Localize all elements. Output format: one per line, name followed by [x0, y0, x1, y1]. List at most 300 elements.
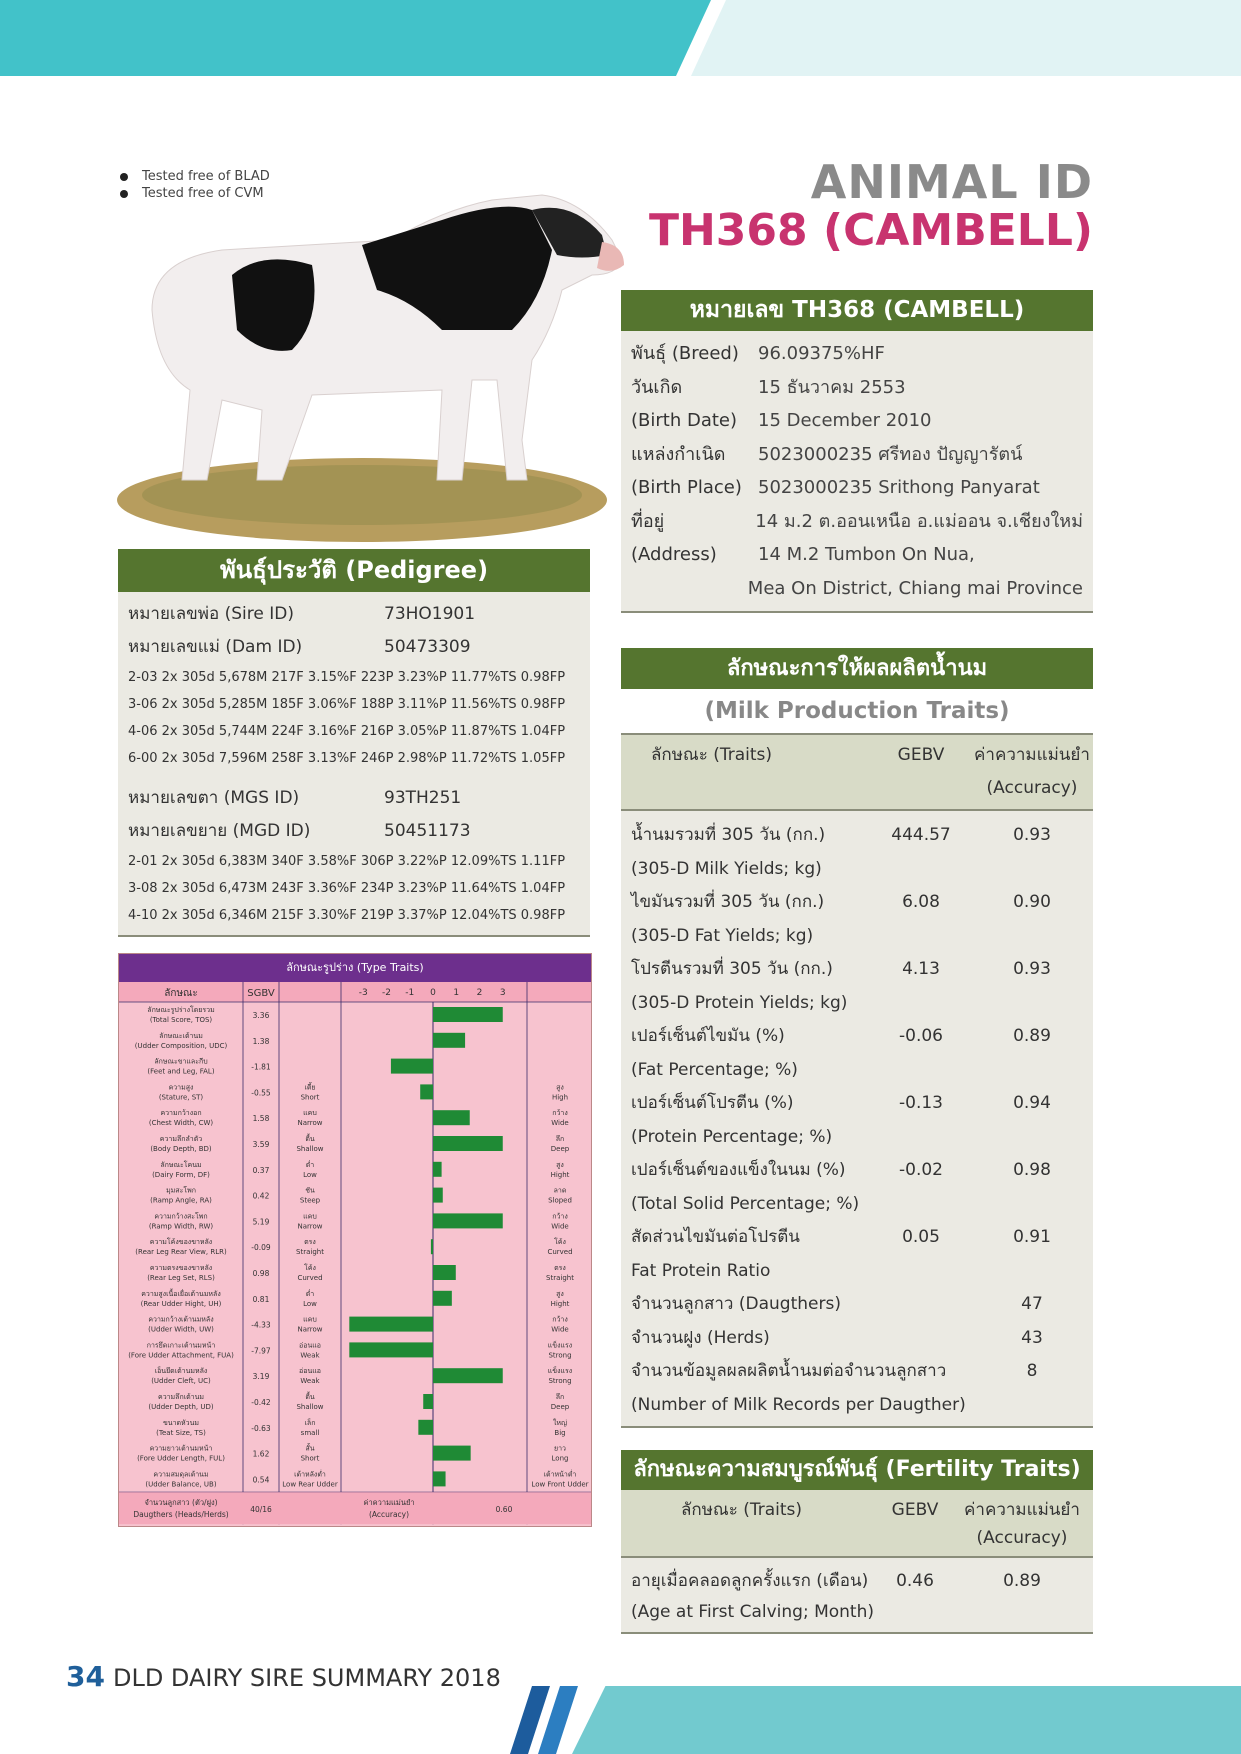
- info-value: 15 December 2010: [758, 410, 932, 431]
- milk-gebv: [871, 1322, 971, 1356]
- milk-accuracy: 8: [1026, 1361, 1038, 1381]
- mgs-row: [128, 782, 580, 815]
- type-sgbv-value: -4.33: [251, 1320, 271, 1330]
- milk-production-box: [621, 648, 1093, 1428]
- type-trait-th: ความโค้งของขาหลัง: [149, 1238, 213, 1247]
- type-high-label: Big: [554, 1428, 566, 1437]
- type-trait-en: (Rear Leg Rear View, RLR): [135, 1248, 227, 1257]
- mgs-label: หมายเลขตา (MGS ID): [128, 788, 300, 808]
- type-sgbv-value: -0.09: [251, 1243, 271, 1253]
- type-high-label: Hight: [550, 1299, 570, 1308]
- dam-record: 2-03 2x 305d 5,678M 217F 3.15%F 223P 3.23%P 11.77%TS 0.98FP: [128, 670, 566, 685]
- type-sgbv-value: 0.98: [252, 1269, 270, 1278]
- info-value: 5023000235 ศรีทอง ปัญญารัตน์: [758, 443, 1023, 465]
- type-trait-en: (Udder Composition, UDC): [134, 1041, 228, 1050]
- type-sgbv-value: 1.58: [252, 1114, 270, 1124]
- type-high-label: Strong: [548, 1351, 572, 1360]
- mgd-record: 3-08 2x 305d 6,473M 243F 3.36%F 234P 3.23%P 11.64%TS 1.04FP: [128, 881, 566, 896]
- fertility-col-gebv: GEBV: [891, 1500, 939, 1520]
- mgd-row: [128, 815, 580, 848]
- mgs-id: 93TH251: [384, 788, 462, 808]
- type-trait-bar: [433, 1110, 470, 1125]
- milk-accuracy: 0.89: [1013, 1026, 1051, 1046]
- type-high-th: เต้าหน้าต่ำ: [543, 1470, 577, 1479]
- milk-trait: (Protein Percentage; %): [631, 1126, 833, 1147]
- type-trait-en: (Udder Balance, UB): [145, 1480, 217, 1489]
- type-scale-tick: 1: [453, 988, 460, 998]
- type-high-th: โค้ง: [554, 1238, 566, 1247]
- type-low-th: โค้ง: [304, 1264, 316, 1272]
- milk-trait: (305-D Fat Yields; kg): [631, 925, 814, 946]
- info-value: Mea On District, Chiang mai Province: [747, 577, 1083, 599]
- type-trait-en: (Fore Udder Attachment, FUA): [128, 1351, 234, 1360]
- type-high-th: ยาว: [554, 1444, 566, 1453]
- dam-row: [128, 631, 580, 664]
- type-trait-en: (Rear Leg Set, RLS): [147, 1274, 215, 1282]
- type-scale-tick: -3: [358, 988, 368, 998]
- type-scale-tick: -1: [405, 988, 415, 998]
- type-trait-bar: [433, 1265, 456, 1280]
- type-low-th: ตื้น: [305, 1135, 315, 1143]
- milk-trait: เปอร์เซ็นต์ของแข็งในนม (%): [631, 1160, 846, 1180]
- milk-gebv: 6.08: [902, 892, 940, 912]
- fertility-table-row: [621, 1597, 1093, 1628]
- milk-table-row: [621, 1087, 1093, 1121]
- type-scale-tick: -2: [382, 988, 391, 998]
- type-high-th: แข็งแรง: [547, 1367, 573, 1376]
- fertility-col-accuracy-en: (Accuracy): [976, 1528, 1068, 1548]
- info-value: 14 ม.2 ต.ออนเหนือ อ.แม่ออน จ.เชียงใหม่: [755, 510, 1083, 532]
- mgd-record: 2-01 2x 305d 6,383M 340F 3.58%F 306P 3.22%P 12.09%TS 1.11FP: [128, 854, 566, 869]
- info-panel: [621, 331, 1093, 613]
- type-trait-en: (Ramp Angle, RA): [150, 1196, 212, 1205]
- milk-trait: (305-D Milk Yields; kg): [631, 858, 822, 879]
- type-low-th: ตรง: [304, 1238, 316, 1247]
- type-trait-en: (Teat Size, TS): [156, 1428, 206, 1437]
- dam-record: 6-00 2x 305d 7,596M 258F 3.13%F 246P 2.98%P 11.72%TS 1.05FP: [128, 751, 566, 766]
- dam-label: หมายเลขแม่ (Dam ID): [128, 637, 303, 657]
- type-sgbv-value: 0.42: [252, 1191, 270, 1201]
- milk-gebv: -0.06: [899, 1026, 943, 1046]
- type-trait-en: (Udder Depth, UD): [148, 1403, 214, 1411]
- milk-gebv: [871, 853, 971, 887]
- milk-trait: เปอร์เซ็นต์ไขมัน (%): [631, 1026, 785, 1046]
- milk-trait: เปอร์เซ็นต์โปรตีน (%): [631, 1093, 794, 1113]
- milk-table-row: [621, 1255, 1093, 1289]
- type-traits-svg: [119, 982, 592, 1527]
- type-col-trait: ลักษณะ: [164, 988, 198, 999]
- milk-trait: (305-D Protein Yields; kg): [631, 992, 848, 1013]
- info-row: [631, 471, 1083, 505]
- type-sgbv-value: -7.97: [251, 1346, 271, 1356]
- milk-gebv: 4.13: [902, 959, 940, 979]
- type-trait-bar: [433, 1446, 471, 1461]
- milk-table-row: [621, 1389, 1093, 1423]
- info-value: 15 ธันวาคม 2553: [758, 376, 906, 398]
- type-trait-en: (Ramp Width, RW): [148, 1222, 214, 1231]
- info-key: [631, 572, 748, 606]
- type-high-label: Curved: [547, 1248, 573, 1257]
- milk-gebv: [871, 1255, 971, 1289]
- type-high-th: กว้าง: [552, 1212, 568, 1221]
- type-trait-bar: [433, 1033, 465, 1048]
- type-scale-tick: 3: [499, 988, 506, 998]
- footer-band: [500, 1686, 1241, 1754]
- type-low-label: Short: [300, 1454, 320, 1463]
- type-sgbv-value: -1.81: [251, 1062, 271, 1072]
- sire-row: [128, 598, 580, 631]
- test-result-item: Tested free of CVM: [118, 185, 270, 202]
- milk-accuracy: 0.98: [1013, 1160, 1051, 1180]
- milk-gebv: [871, 1054, 971, 1088]
- milk-gebv: [871, 1355, 971, 1389]
- info-row: [631, 505, 1083, 539]
- type-trait-th: ลักษณะรูปร่างโดยรวม: [147, 1006, 215, 1014]
- type-trait-th: ความสูง: [168, 1083, 194, 1092]
- milk-accuracy: [971, 853, 1093, 887]
- milk-gebv: [871, 1188, 971, 1222]
- milk-table-row: [621, 1020, 1093, 1054]
- type-sgbv-value: 3.36: [252, 1011, 270, 1020]
- info-value: 14 M.2 Tumbon On Nua,: [758, 544, 975, 565]
- fertility-title: ลักษณะความสมบูรณ์พันธุ์ (Fertility Traits): [621, 1450, 1093, 1490]
- type-high-th: แข็งแรง: [547, 1341, 573, 1350]
- dam-record: 4-06 2x 305d 5,744M 224F 3.16%F 216P 3.05%P 11.87%TS 1.04FP: [128, 724, 566, 739]
- fertility-trait: อายุเมื่อคลอดลูกครั้งแรก (เดือน): [631, 1571, 869, 1591]
- milk-table-row: [621, 1121, 1093, 1155]
- info-key: พันธุ์ (Breed): [631, 343, 739, 364]
- type-low-label: Low Rear Udder: [282, 1480, 338, 1489]
- type-high-th: ตรง: [554, 1264, 566, 1272]
- type-low-th: เล็ก: [304, 1418, 316, 1427]
- type-low-label: Shallow: [296, 1145, 324, 1153]
- publication-title: DLD DAIRY SIRE SUMMARY 2018: [112, 1664, 501, 1692]
- type-high-th: ลึก: [555, 1135, 565, 1143]
- type-trait-th: ความกว้างสะโพก: [154, 1212, 208, 1221]
- milk-trait: โปรตีนรวมที่ 305 วัน (กก.): [631, 959, 833, 979]
- type-low-th: อ่อนแอ: [299, 1341, 321, 1350]
- animal-name: TH368 (CAMBELL): [648, 205, 1093, 256]
- type-trait-en: (Chest Width, CW): [148, 1119, 214, 1128]
- type-trait-en: (Body Depth, BD): [150, 1145, 212, 1153]
- milk-accuracy: 0.94: [1013, 1093, 1051, 1113]
- milk-table-header: [621, 733, 1093, 811]
- pedigree-box: [118, 549, 590, 937]
- type-scale-tick: 0: [430, 988, 436, 998]
- milk-gebv: -0.13: [899, 1093, 943, 1113]
- info-row: [631, 371, 1083, 405]
- fertility-trait: (Age at First Calving; Month): [631, 1602, 874, 1622]
- page-number: 34: [66, 1660, 105, 1693]
- type-high-label: Low Front Udder: [531, 1480, 589, 1489]
- milk-trait: ไขมันรวมที่ 305 วัน (กก.): [631, 892, 825, 912]
- milk-accuracy: [971, 1054, 1093, 1088]
- milk-gebv: [871, 1121, 971, 1155]
- milk-trait: จำนวนฝูง (Herds): [631, 1327, 770, 1348]
- test-result-item: Tested free of BLAD: [118, 168, 270, 185]
- type-footer-trait-th: จำนวนลูกสาว (ตัว/ฝูง): [144, 1498, 218, 1508]
- page-footer: [66, 1660, 501, 1693]
- milk-gebv: [871, 1288, 971, 1322]
- type-trait-bar: [431, 1239, 433, 1254]
- type-sgbv-value: -0.42: [251, 1398, 271, 1407]
- type-low-th: อ่อนแอ: [299, 1367, 321, 1376]
- type-trait-th: ความกว้างอก: [160, 1109, 202, 1118]
- milk-table-row: [621, 1221, 1093, 1255]
- mgd-label: หมายเลขยาย (MGD ID): [128, 821, 311, 841]
- type-high-th: สูง: [556, 1160, 564, 1169]
- sire-label: หมายเลขพ่อ (Sire ID): [128, 604, 294, 624]
- info-value: 5023000235 Srithong Panyarat: [758, 477, 1040, 498]
- info-row: [631, 337, 1083, 371]
- type-trait-en: (Rear Udder Hight, UH): [140, 1299, 222, 1308]
- milk-table-row: [621, 1188, 1093, 1222]
- type-high-label: Deep: [550, 1403, 570, 1411]
- animal-info-box: [621, 290, 1093, 613]
- milk-col-accuracy: [971, 739, 1093, 805]
- type-low-label: Steep: [299, 1196, 321, 1205]
- type-trait-bar: [423, 1394, 433, 1409]
- milk-table-row: [621, 920, 1093, 954]
- type-high-th: สูง: [556, 1083, 564, 1092]
- type-high-label: Strong: [548, 1377, 572, 1386]
- type-high-th: ลาด: [553, 1186, 567, 1195]
- type-trait-th: ความตรงของขาหลัง: [149, 1264, 213, 1272]
- milk-accuracy: 43: [1021, 1327, 1043, 1348]
- milk-accuracy: [971, 1255, 1093, 1289]
- info-key: ที่อยู่: [631, 510, 665, 532]
- header-band-teal: [0, 0, 720, 76]
- milk-trait: น้ำนมรวมที่ 305 วัน (กก.): [631, 825, 826, 845]
- type-trait-th: ความกว้างเต้านมหลัง: [148, 1315, 214, 1324]
- type-trait-th: ความสมดุลเต้านม: [153, 1470, 209, 1479]
- milk-col-trait: ลักษณะ (Traits): [651, 745, 773, 765]
- type-high-label: Wide: [551, 1119, 569, 1128]
- milk-table-row: [621, 1154, 1093, 1188]
- info-value: 96.09375%HF: [758, 343, 885, 364]
- info-row: [631, 538, 1083, 572]
- type-sgbv-value: 0.54: [252, 1475, 270, 1485]
- type-trait-th: ความสูงเนื้อเยื่อเต้านมหลัง: [141, 1289, 221, 1298]
- type-trait-bar: [433, 1188, 443, 1203]
- milk-trait: จำนวนลูกสาว (Daugthers): [631, 1294, 841, 1314]
- milk-table-row: [621, 819, 1093, 853]
- type-trait-en: (Feet and Leg, FAL): [147, 1067, 215, 1076]
- type-high-label: High: [551, 1093, 569, 1102]
- type-trait-en: (Dairy Form, DF): [152, 1170, 210, 1179]
- type-trait-bar: [418, 1420, 433, 1435]
- type-trait-th: มุมสะโพก: [166, 1186, 196, 1195]
- dam-record: 3-06 2x 305d 5,285M 185F 3.06%F 188P 3.11%P 11.56%TS 0.98FP: [128, 697, 566, 712]
- type-high-label: Deep: [550, 1145, 570, 1153]
- milk-subtitle: (Milk Production Traits): [621, 689, 1093, 733]
- type-low-label: Narrow: [297, 1222, 323, 1231]
- fertility-table-body: [621, 1558, 1093, 1634]
- milk-table-body: [621, 811, 1093, 1428]
- type-low-label: Straight: [296, 1248, 324, 1257]
- milk-gebv: [871, 920, 971, 954]
- milk-table-row: [621, 853, 1093, 887]
- milk-accuracy: 0.91: [1013, 1227, 1051, 1247]
- type-trait-th: ขนาดหัวนม: [163, 1418, 199, 1427]
- type-trait-en: (Stature, ST): [158, 1093, 204, 1102]
- fertility-table-row: [621, 1566, 1093, 1597]
- type-sgbv-value: 1.62: [252, 1449, 270, 1459]
- type-low-th: แคบ: [303, 1212, 317, 1221]
- type-trait-bar: [433, 1471, 446, 1486]
- type-high-label: Sloped: [548, 1196, 572, 1205]
- milk-accuracy: [971, 1121, 1093, 1155]
- milk-accuracy: [971, 1188, 1093, 1222]
- fertility-table-header: [621, 1490, 1093, 1558]
- type-low-label: Low: [303, 1299, 317, 1308]
- footer-stripe-teal: [572, 1686, 1241, 1754]
- milk-trait: (Total Solid Percentage; %): [631, 1193, 860, 1214]
- type-trait-th: ความลึกเต้านม: [158, 1393, 204, 1401]
- type-low-th: แคบ: [303, 1315, 317, 1324]
- type-low-label: Narrow: [297, 1119, 323, 1128]
- bull-photo: [112, 180, 632, 545]
- milk-accuracy: 0.93: [1013, 825, 1051, 845]
- milk-trait: จำนวนข้อมูลผลผลิตน้ำนมต่อจำนวนลูกสาว: [631, 1361, 947, 1381]
- info-key: (Birth Place): [631, 477, 742, 498]
- milk-table-row: [621, 1288, 1093, 1322]
- type-trait-bar: [349, 1342, 433, 1357]
- milk-table-row: [621, 987, 1093, 1021]
- mgd-id: 50451173: [384, 821, 471, 841]
- type-trait-th: เอ็นยึดเต้านมหลัง: [154, 1367, 208, 1376]
- type-trait-en: (Total Score, TOS): [149, 1016, 213, 1024]
- type-low-label: Narrow: [297, 1325, 323, 1334]
- type-high-th: ใหญ่: [553, 1418, 567, 1427]
- milk-gebv: [871, 1389, 971, 1423]
- type-footer-value: 40/16: [250, 1505, 272, 1515]
- dam-id: 50473309: [384, 637, 471, 657]
- type-trait-bar: [433, 1368, 503, 1383]
- type-low-label: Weak: [300, 1351, 320, 1360]
- type-low-th: สั้น: [305, 1444, 315, 1453]
- milk-table-row: [621, 1355, 1093, 1389]
- info-key: วันเกิด: [631, 376, 683, 398]
- type-high-label: Wide: [551, 1325, 569, 1334]
- milk-col-accuracy-en: (Accuracy): [986, 778, 1078, 798]
- pedigree-title: พันธุ์ประวัติ (Pedigree): [118, 549, 590, 592]
- type-trait-bar: [433, 1162, 442, 1177]
- type-trait-th: ลักษณะโคนม: [160, 1160, 202, 1169]
- type-trait-bar: [433, 1213, 503, 1228]
- milk-gebv: -0.02: [899, 1160, 943, 1180]
- type-high-label: Straight: [546, 1274, 574, 1282]
- fertility-col-accuracy-th: ค่าความแม่นยำ: [964, 1500, 1080, 1520]
- type-high-th: กว้าง: [552, 1109, 568, 1118]
- type-low-th: เตี้ย: [304, 1083, 316, 1092]
- info-key: แหล่งกำเนิด: [631, 443, 726, 465]
- type-low-th: เต้าหลังต่ำ: [294, 1470, 326, 1479]
- type-high-label: Wide: [551, 1222, 569, 1231]
- type-low-th: ชัน: [305, 1186, 315, 1195]
- info-key: (Address): [631, 544, 717, 565]
- type-trait-th: ลักษณะเต้านม: [159, 1031, 203, 1040]
- pedigree-panel: [118, 592, 590, 937]
- type-low-label: Weak: [300, 1377, 320, 1386]
- fertility-gebv: [879, 1597, 951, 1628]
- info-row: [631, 438, 1083, 472]
- fertility-col-accuracy: [951, 1496, 1093, 1552]
- type-high-th: สูง: [556, 1289, 564, 1298]
- milk-accuracy: [971, 987, 1093, 1021]
- info-key: (Birth Date): [631, 410, 738, 431]
- type-low-th: ตื้น: [305, 1393, 315, 1401]
- type-sgbv-value: -0.63: [251, 1423, 271, 1433]
- type-high-th: กว้าง: [552, 1315, 568, 1324]
- type-footer-bg: [119, 1492, 592, 1524]
- mgd-record: 4-10 2x 305d 6,346M 215F 3.30%F 219P 3.37%P 12.04%TS 0.98FP: [128, 908, 566, 923]
- type-scale-tick: 2: [476, 988, 483, 998]
- header-band: [0, 0, 1241, 76]
- fertility-accuracy: [951, 1597, 1093, 1628]
- type-trait-bar: [391, 1059, 433, 1074]
- info-row: [631, 404, 1083, 438]
- type-high-label: Hight: [550, 1170, 570, 1179]
- type-low-label: small: [300, 1428, 320, 1437]
- type-trait-bar: [433, 1136, 503, 1151]
- milk-accuracy: [971, 920, 1093, 954]
- type-traits-chart: [118, 953, 592, 1527]
- milk-col-accuracy-th: ค่าความแม่นยำ: [974, 745, 1090, 765]
- type-low-th: ต่ำ: [305, 1160, 315, 1169]
- milk-table-row: [621, 953, 1093, 987]
- milk-gebv: 444.57: [891, 825, 951, 845]
- animal-id-label: ANIMAL ID: [810, 155, 1093, 209]
- fertility-col-trait: ลักษณะ (Traits): [681, 1500, 803, 1520]
- type-high-label: Long: [551, 1454, 569, 1463]
- milk-table-row: [621, 886, 1093, 920]
- type-traits-title: ลักษณะรูปร่าง (Type Traits): [119, 954, 591, 982]
- fertility-gebv: 0.46: [896, 1571, 934, 1591]
- sire-id: 73HO1901: [384, 604, 476, 624]
- milk-title: ลักษณะการให้ผลผลิตน้ำนม: [621, 648, 1093, 689]
- type-trait-th: การยึดเกาะเต้านมหน้า: [146, 1341, 216, 1350]
- type-trait-th: ความลึกลำตัว: [159, 1135, 203, 1143]
- type-trait-bar: [420, 1084, 433, 1099]
- milk-trait: (Number of Milk Records per Daugther): [631, 1394, 966, 1415]
- milk-table-row: [621, 1054, 1093, 1088]
- type-col-sgbv: SGBV: [247, 988, 275, 999]
- type-high-th: ลึก: [555, 1393, 565, 1401]
- type-trait-th: ความยาวเต้านมหน้า: [149, 1444, 213, 1453]
- type-footer-acc-th: ค่าความแม่นยำ: [363, 1498, 415, 1508]
- milk-accuracy: 0.93: [1013, 959, 1051, 979]
- type-low-label: Low: [303, 1170, 317, 1179]
- milk-accuracy: 47: [1021, 1294, 1043, 1314]
- type-footer-trait-en: Daugthers (Heads/Herds): [133, 1510, 229, 1520]
- type-low-th: แคบ: [303, 1109, 317, 1118]
- type-trait-en: (Fore Udder Length, FUL): [137, 1454, 225, 1463]
- type-trait-bar: [349, 1317, 433, 1332]
- type-trait-bar: [433, 1291, 452, 1306]
- type-sgbv-value: 5.19: [252, 1217, 270, 1227]
- milk-table-row: [621, 1322, 1093, 1356]
- type-trait-bar: [433, 1007, 503, 1022]
- info-row: [631, 572, 1083, 606]
- milk-trait: สัดส่วนไขมันต่อโปรตีน: [631, 1227, 800, 1247]
- milk-col-gebv: GEBV: [897, 745, 945, 765]
- type-sgbv-value: -0.55: [251, 1088, 271, 1098]
- type-footer-acc-value: 0.60: [495, 1505, 513, 1515]
- type-low-label: Shallow: [296, 1403, 324, 1411]
- fertility-box: [621, 1450, 1093, 1634]
- type-trait-th: ลักษณะขาและกีบ: [154, 1057, 208, 1066]
